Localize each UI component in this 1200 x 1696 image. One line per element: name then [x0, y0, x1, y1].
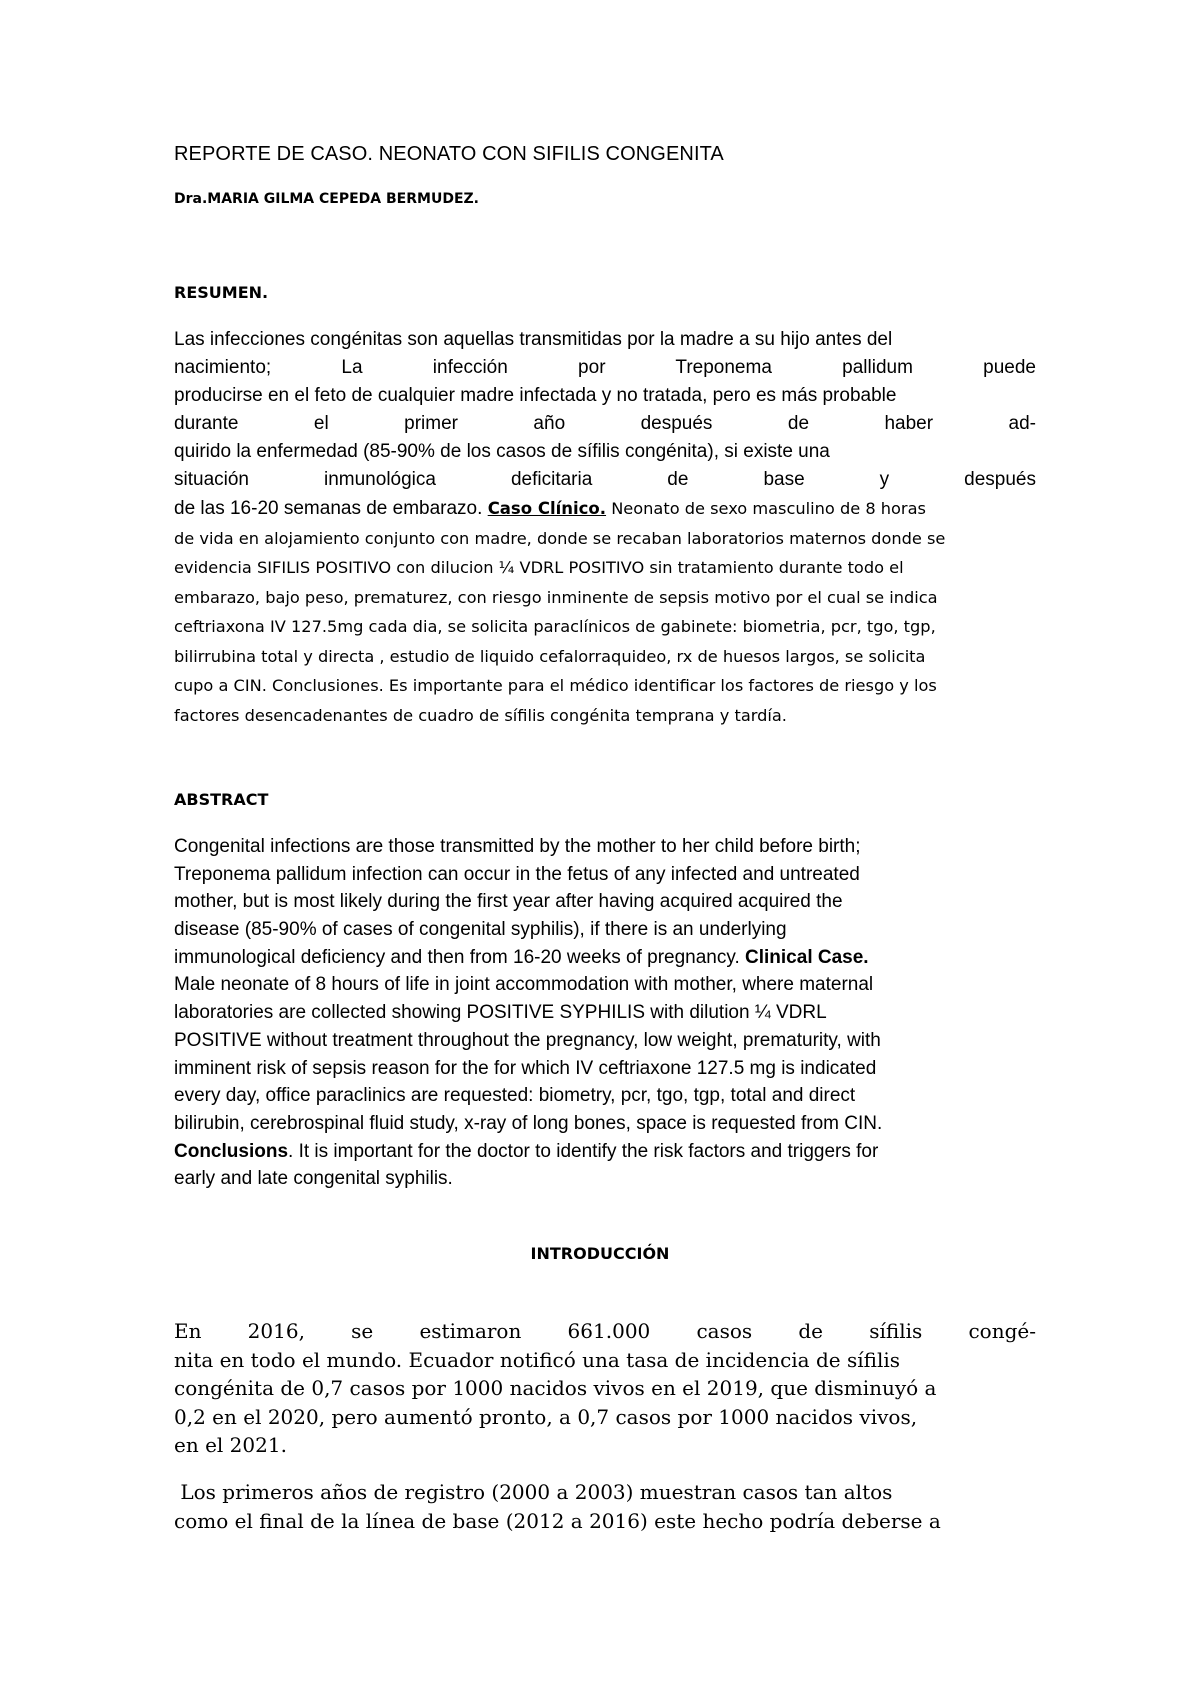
resumen-line: cupo a CIN. Conclusiones. Es importante para el médico identificar los factores de riesgo y los [174, 676, 937, 695]
abstract-text: . It is important for the doctor to identify the risk factors and triggers for [288, 1140, 879, 1162]
introduccion-heading: INTRODUCCIÓN [530, 1244, 670, 1263]
abstract-line: bilirubin, cerebrospinal fluid study, x-ray of long bones, space is requested from CIN. [174, 1112, 883, 1134]
intro-line: en el 2021. [174, 1433, 287, 1457]
abstract-paragraph [174, 833, 1036, 1193]
abstract-line [174, 1138, 1036, 1166]
resumen-line: durante el primer año después de haber ad- [174, 413, 1036, 434]
document-title: REPORTE DE CASO. NEONATO CON SIFILIS CONGENITA [174, 143, 724, 165]
abstract-heading: ABSTRACT [174, 790, 269, 809]
resumen-line: nacimiento; La infección por Treponema pallidum puede [174, 357, 1036, 378]
resumen-line: producirse en el feto de cualquier madre infectada y no tratada, pero es más probable [174, 385, 897, 406]
resumen-line: factores desencadenantes de cuadro de sífilis congénita temprana y tardía. [174, 705, 787, 725]
clinical-case-label: Clinical Case. [745, 946, 869, 968]
resumen-text: Neonato de sexo masculino de 8 horas [606, 499, 926, 518]
resumen-line: evidencia SIFILIS POSITIVO con dilucion ¼ VDRL POSITIVO sin tratamiento durante todo el [174, 558, 904, 577]
abstract-line: Treponema pallidum infection can occur in the fetus of any infected and untreated [174, 863, 860, 885]
resumen-line: bilirrubina total y directa , estudio de liquido cefalorraquideo, rx de huesos largos, se solicita [174, 646, 926, 666]
intro-line: En 2016, se estimaron 661.000 casos de sífilis congé- [174, 1319, 1036, 1343]
resumen-line: quirido la enfermedad (85-90% de los casos de sífilis congénita), si existe una [174, 441, 830, 462]
introduccion-paragraph-1 [174, 1317, 1036, 1460]
abstract-line: Male neonate of 8 hours of life in joint accommodation with mother, where maternal [174, 974, 874, 996]
intro-line: nita en todo el mundo. Ecuador notificó una tasa de incidencia de sífilis [174, 1347, 901, 1372]
abstract-line: imminent risk of sepsis reason for the for which IV ceftriaxone 127.5 mg is indicated [174, 1057, 877, 1079]
abstract-line: mother, but is most likely during the first year after having acquired acquired the [174, 891, 843, 913]
conclusions-label: Conclusions [174, 1140, 289, 1162]
abstract-line: laboratories are collected showing POSITIVE SYPHILIS with dilution ¼ VDRL [174, 1002, 827, 1024]
resumen-line: embarazo, bajo peso, prematurez, con riesgo inminente de sepsis motivo por el cual se indica [174, 587, 938, 607]
abstract-line: disease (85-90% of cases of congenital syphilis), if there is an underlying [174, 919, 787, 941]
intro-line: 0,2 en el 2020, pero aumentó pronto, a 0,7 casos por 1000 nacidos vivos, [174, 1404, 918, 1429]
intro-line: como el final de la línea de base (2012 a 2016) este hecho podría deberse a [174, 1508, 941, 1533]
introduccion-paragraph-2 [174, 1478, 1036, 1535]
caso-clinico-label: Caso Clínico. [487, 499, 607, 518]
abstract-line [174, 944, 1036, 972]
resumen-line [174, 494, 1036, 524]
intro-line: congénita de 0,7 casos por 1000 nacidos vivos en el 2019, que disminuyó a [174, 1376, 937, 1400]
intro-line: Los primeros años de registro (2000 a 2003) muestran casos tan altos [174, 1480, 893, 1504]
author-name: Dra.MARIA GILMA CEPEDA BERMUDEZ. [174, 191, 479, 207]
abstract-line: early and late congenital syphilis. [174, 1168, 453, 1190]
resumen-line: situación inmunológica deficitaria de base y después [174, 469, 1036, 490]
abstract-line: every day, office paraclinics are requested: biometry, pcr, tgo, tgp, total and direct [174, 1085, 856, 1107]
resumen-caso-clinico [174, 494, 1036, 730]
resumen-line: de vida en alojamiento conjunto con madre, donde se recaban laboratorios maternos donde se [174, 528, 946, 548]
resumen-line: ceftriaxona IV 127.5mg cada dia, se solicita paraclínicos de gabinete: biometria, pcr, tgo, tgp, [174, 617, 936, 636]
abstract-text: immunological deficiency and then from 16-20 weeks of pregnancy. [174, 946, 746, 968]
resumen-text: de las 16-20 semanas de embarazo. [174, 498, 488, 519]
abstract-line: POSITIVE without treatment throughout the pregnancy, low weight, prematurity, with [174, 1029, 881, 1051]
abstract-line: Congenital infections are those transmitted by the mother to her child before birth; [174, 836, 861, 857]
resumen-paragraph-spanish [174, 326, 1036, 494]
resumen-heading: RESUMEN. [174, 283, 269, 302]
resumen-line: Las infecciones congénitas son aquellas transmitidas por la madre a su hijo antes del [174, 329, 893, 350]
